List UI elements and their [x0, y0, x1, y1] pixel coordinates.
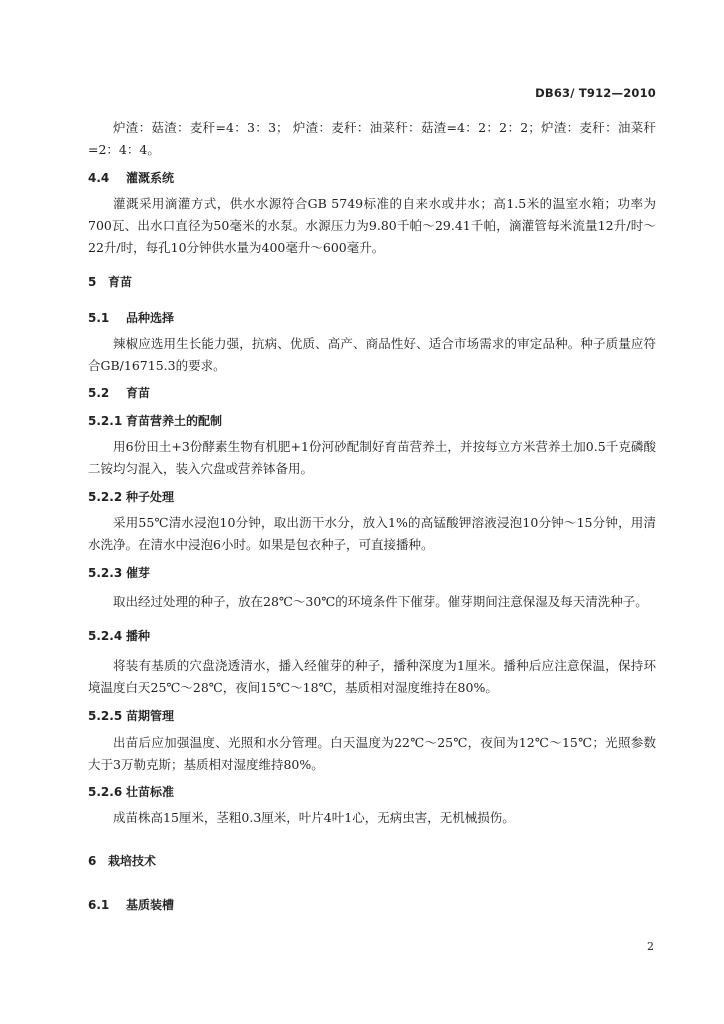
heading-5-2-2	[88, 488, 174, 505]
document-code: DB63/ T912—2010	[535, 86, 656, 100]
section-number: 5	[88, 275, 97, 289]
section-title: 种子处理	[126, 490, 175, 504]
section-title: 育苗营养土的配制	[126, 414, 223, 428]
heading-6	[88, 852, 156, 869]
section-title: 品种选择	[126, 311, 175, 325]
heading-5-2-4	[88, 627, 150, 644]
section-title: 育苗	[126, 386, 151, 400]
section-title: 催芽	[126, 566, 151, 580]
section-title: 灌溉系统	[126, 171, 175, 185]
heading-6-1	[88, 896, 174, 913]
section-title: 壮苗标准	[126, 785, 175, 799]
section-title: 播种	[126, 629, 151, 643]
section-number: 5.2.1	[88, 414, 123, 428]
section-number: 5.2	[88, 386, 110, 400]
paragraph-sowing: 将装有基质的穴盘浇透清水，播入经催芽的种子，播种深度为1厘米。播种后应注意保温，保持环境温度白天25℃～28℃，夜间15℃～18℃，基质相对湿度维持在80%。	[88, 658, 656, 695]
heading-5-2-1	[88, 412, 222, 429]
paragraph-strong-seedling: 成苗株高15厘米，茎粗0.3厘米，叶片4叶1心，无病虫害，无机械损伤。	[113, 810, 515, 825]
paragraph-seedling-management: 出苗后应加强温度、光照和水分管理。白天温度为22℃～25℃，夜间为12℃～15℃；光照参数大于3万勒克斯；基质相对湿度维持80%。	[88, 735, 656, 772]
heading-5-2-5	[88, 707, 174, 724]
section-number: 5.2.4	[88, 629, 123, 643]
section-number: 5.2.5	[88, 709, 123, 723]
paragraph-germination: 取出经过处理的种子，放在28℃～30℃的环境条件下催芽。催芽期间注意保湿及每天清洗种子。	[113, 594, 648, 609]
section-title: 育苗	[108, 275, 133, 289]
section-title: 栽培技术	[108, 854, 157, 868]
section-number: 5.2.6	[88, 785, 123, 799]
page-number: 2	[647, 940, 654, 953]
section-title: 基质装槽	[126, 898, 175, 912]
section-number: 4.4	[88, 171, 110, 185]
paragraph-variety-selection: 辣椒应选用生长能力强，抗病、优质、高产、商品性好、适合市场需求的审定品种。种子质量应符合GB/16715.3的要求。	[88, 336, 656, 373]
paragraph-irrigation: 灌溉采用滴灌方式，供水水源符合GB 5749标准的自来水或井水；高1.5米的温室水箱；功率为700瓦、出水口直径为50毫米的水泵。水源压力为9.80千帕～29.41千帕，滴灌管每米流量12升/时～22升/时，每孔10分钟供水量为400毫升～600毫升。	[88, 196, 656, 255]
heading-5-2	[88, 384, 150, 401]
section-number: 6.1	[88, 898, 110, 912]
heading-5-1	[88, 309, 174, 326]
section-title: 苗期管理	[126, 709, 175, 723]
paragraph-nutrient-soil: 用6份田土+3份酵素生物有机肥+1份河砂配制好育苗营养土，并按每立方米营养土加0.5千克磷酸二铵均匀混入，装入穴盘或营养钵备用。	[88, 439, 656, 476]
heading-4-4	[88, 169, 174, 186]
section-number: 5.2.3	[88, 566, 123, 580]
paragraph-seed-treatment: 采用55℃清水浸泡10分钟，取出沥干水分，放入1%的高锰酸钾溶液浸泡10分钟～15分钟，用清水洗净。在清水中浸泡6小时。如果是包衣种子，可直接播种。	[88, 515, 656, 552]
heading-5-2-6	[88, 783, 174, 800]
section-number: 5.2.2	[88, 490, 123, 504]
section-number: 5.1	[88, 311, 110, 325]
section-number: 6	[88, 854, 97, 868]
heading-5	[88, 273, 132, 290]
paragraph-substrate-ratios: 炉渣：菇渣：麦秆=4：3：3； 炉渣：麦秆：油菜秆：菇渣=4：2：2：2；炉渣：麦秆：油菜秆=2：4：4。	[88, 120, 656, 157]
heading-5-2-3	[88, 564, 150, 581]
